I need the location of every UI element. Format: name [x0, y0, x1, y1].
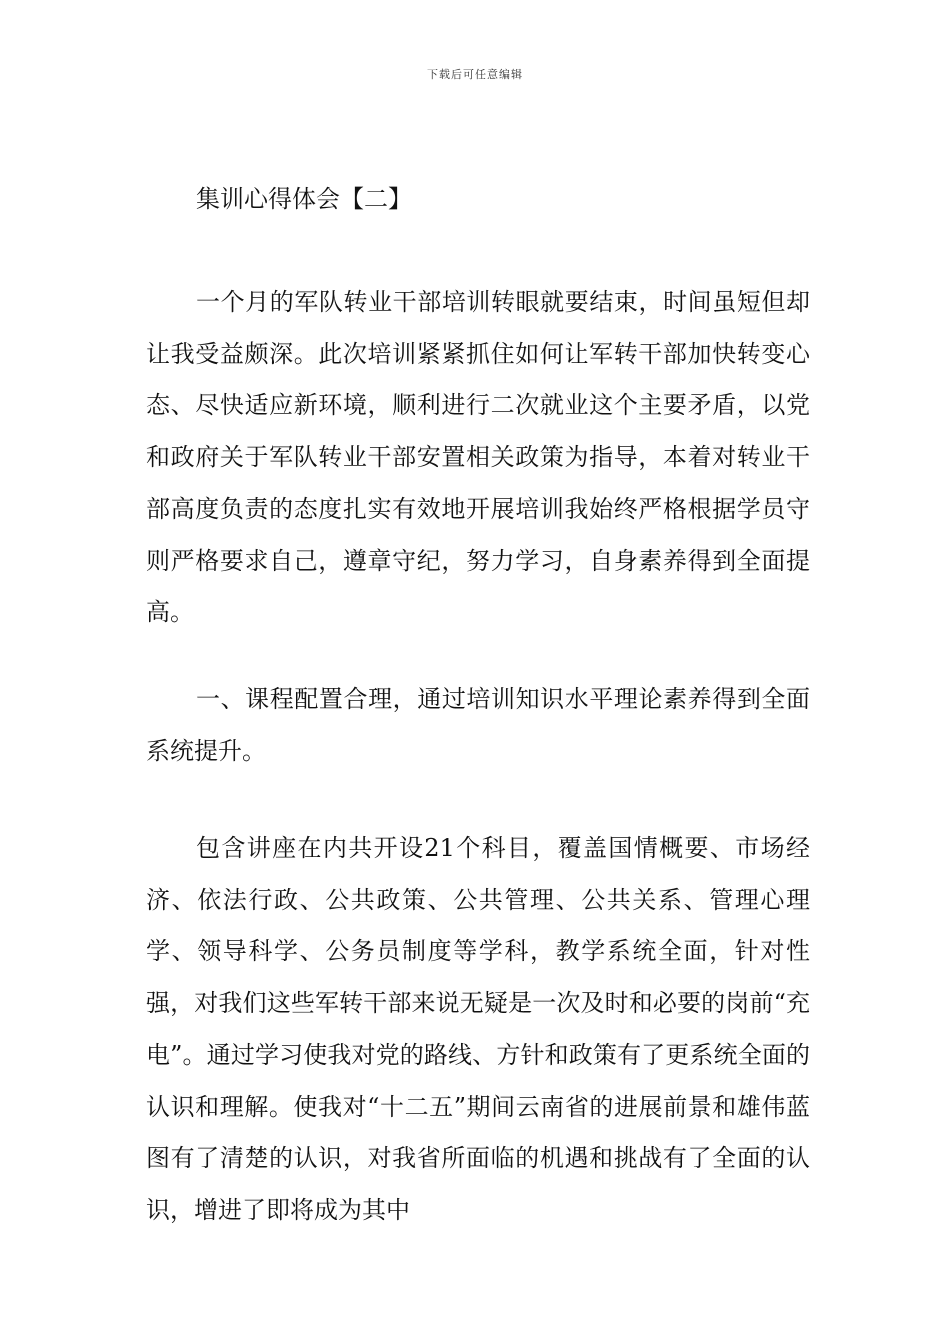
paragraph-courses: 包含讲座在内共开设21个科目，覆盖国情概要、市场经济、依法行政、公共政策、公共管理、公共关系、管理心理学、领导科学、公务员制度等学科，教学系统全面，针对性强，对我们这些军转干部来说无疑是一次及时和必要的岗前“充电”。通过学习使我对党的路线、方针和政策有了更系统全面的认识和理解。使我对“十二五”期间云南省的进展前景和雄伟蓝图有了清楚的认识，对我省所面临的机遇和挑战有了全面的认识，增进了即将成为其中 [146, 834, 810, 1224]
paragraph-intro: 一个月的军队转业干部培训转眼就要结束，时间虽短但却让我受益颇深。此次培训紧紧抓住如何让军转干部加快转变心态、尽快适应新环境，顺利进行二次就业这个主要矛盾，以党和政府关于军队转业干部安置相关政策为指导，本着对转业干部高度负责的态度扎实有效地开展培训我始终严格根据学员守则严格要求自己，遵章守纪，努力学习，自身素养得到全面提高。 [146, 288, 810, 627]
paragraph-section-heading: 一、课程配置合理，通过培训知识水平理论素养得到全面系统提升。 [146, 685, 810, 765]
header-note: 下载后可任意编辑 [427, 68, 523, 81]
document-title: 集训心得体会【二】 [196, 185, 412, 213]
